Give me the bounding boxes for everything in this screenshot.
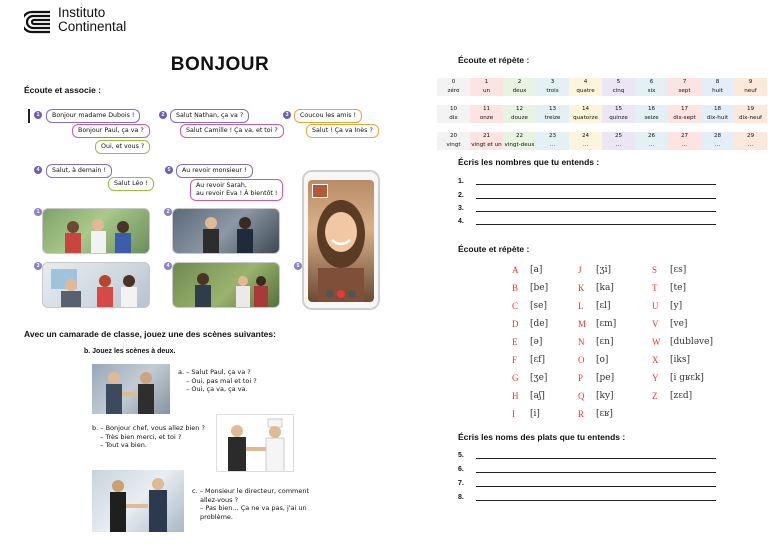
- number-digit-cell: 18: [701, 105, 734, 115]
- alphabet-letter: S: [652, 265, 658, 275]
- answer-number-label: 2.: [458, 192, 464, 199]
- number-word-cell: neuf: [734, 87, 767, 96]
- alphabet-phonetic: [ky]: [596, 391, 614, 401]
- number-word-cell: ...: [635, 141, 668, 150]
- alphabet-phonetic: [de]: [530, 319, 549, 329]
- divider-mark: [28, 109, 30, 123]
- number-word-cell: quinze: [602, 114, 635, 123]
- speech-bubble: Salut ! Ça va Inès ?: [306, 124, 379, 138]
- number-digit-cell: 20: [437, 132, 470, 142]
- number-word-cell: dix-huit: [701, 114, 734, 123]
- alphabet-letter: C: [512, 301, 519, 311]
- speech-bubble: Oui, et vous ?: [95, 140, 150, 154]
- section-ecoute-repete-alphabet: Écoute et répète :: [458, 244, 530, 254]
- alphabet-letter: M: [578, 319, 587, 329]
- number-digit-cell: 28: [701, 132, 734, 142]
- alphabet-letter: R: [578, 409, 585, 419]
- photo-handshake-street: [92, 364, 170, 414]
- number-word-cell: zéro: [437, 87, 470, 96]
- number-digit-cell: 3: [536, 78, 569, 88]
- number-word-cell: cinq: [602, 87, 635, 96]
- alphabet-phonetic: [y]: [670, 301, 683, 311]
- speech-bubble: Coucou les amis !: [294, 109, 362, 123]
- numbers-table-10-19: [437, 104, 767, 123]
- alphabet-letter: G: [512, 373, 519, 383]
- alphabet-phonetic: [ɛʁ]: [596, 409, 613, 419]
- alphabet-phonetic: [ka]: [596, 283, 614, 293]
- number-digit-cell: 29: [734, 132, 767, 142]
- alphabet-letter: O: [578, 355, 585, 365]
- photo-street-farewell: [172, 262, 280, 308]
- answer-number-label: 5.: [458, 452, 464, 459]
- number-word-cell: ...: [734, 141, 767, 150]
- section-jouez-scenes: Avec un camarade de classe, jouez une des scènes suivantes:: [24, 329, 276, 339]
- number-digit-cell: 14: [569, 105, 602, 115]
- numbers-table-0-9: [437, 77, 767, 96]
- number-word-cell: quatre: [569, 87, 602, 96]
- section-ecoute-repete-nombres: Écoute et répète :: [458, 55, 530, 65]
- photo-number: 5: [294, 262, 302, 270]
- alphabet-phonetic: [ɛs]: [670, 265, 687, 275]
- alphabet-letter: K: [578, 283, 585, 293]
- alphabet-phonetic: [i]: [530, 409, 540, 419]
- number-word-cell: deux: [503, 87, 536, 96]
- alphabet-phonetic: [se]: [530, 301, 547, 311]
- section-ecoute-associe: Écoute et associe :: [24, 85, 102, 95]
- number-word-cell: vingt et un: [471, 142, 502, 148]
- alphabet-phonetic: [ʒe]: [530, 373, 548, 383]
- alphabet-letter: N: [578, 337, 585, 347]
- number-digit-cell: 8: [701, 78, 734, 88]
- alphabet-letter: Q: [578, 391, 585, 401]
- number-digit-cell: 4: [569, 78, 602, 88]
- number-word-cell: ...: [536, 141, 569, 150]
- photo-number: 3: [34, 262, 42, 270]
- number-word-cell: dix-neuf: [734, 114, 767, 123]
- number-word-cell: sept: [668, 87, 701, 96]
- alphabet-phonetic: [ve]: [670, 319, 688, 329]
- number-digit-cell: 25: [602, 132, 635, 142]
- number-digit-cell: 9: [734, 78, 767, 88]
- answer-line[interactable]: [476, 192, 716, 199]
- number-word-cell: douze: [503, 114, 536, 123]
- alphabet-letter: A: [512, 265, 519, 275]
- answer-line[interactable]: [476, 218, 716, 225]
- speech-bubble: Au revoir Sarah, au revoir Eva ! À bientôt !: [190, 179, 283, 201]
- answer-number-label: 1.: [458, 178, 464, 185]
- number-word-cell: six: [635, 87, 668, 96]
- page-title: BONJOUR: [170, 54, 270, 75]
- alphabet-letter: P: [578, 373, 584, 383]
- speech-bubble: Salut Léo !: [108, 177, 154, 191]
- bubble-number: 1: [34, 111, 42, 119]
- answer-number-label: 4.: [458, 218, 464, 225]
- photo-students-park: [42, 208, 150, 254]
- number-digit-cell: 10: [437, 105, 470, 115]
- self-view-thumbnail: [312, 184, 328, 198]
- speech-bubble: Salut, à demain !: [46, 164, 112, 178]
- number-digit-cell: 24: [569, 132, 602, 142]
- numbers-table-20-29: [437, 131, 767, 150]
- alphabet-letter: V: [652, 319, 659, 329]
- alphabet-phonetic: [aʃ]: [530, 391, 545, 401]
- number-word-cell: un: [470, 87, 503, 96]
- alphabet-letter: B: [512, 283, 519, 293]
- speech-bubble: Bonjour Paul, ça va ?: [72, 124, 150, 138]
- answer-number-label: 6.: [458, 466, 464, 473]
- speech-bubble: Salut Camille ! Ça va, et toi ?: [180, 124, 284, 138]
- alphabet-phonetic: [ə]: [530, 337, 543, 347]
- number-digit-cell: 12: [503, 105, 536, 115]
- answer-line[interactable]: [476, 452, 716, 459]
- alphabet-phonetic: [ɛn]: [596, 337, 614, 347]
- alphabet-letter: Z: [652, 391, 658, 401]
- answer-number-label: 7.: [458, 480, 464, 487]
- bubble-number: 4: [34, 166, 42, 174]
- speech-bubble: Salut Nathan, ça va ?: [170, 109, 249, 123]
- answer-line[interactable]: [476, 494, 716, 501]
- number-word-cell: ...: [701, 141, 734, 150]
- number-digit-cell: 0: [437, 78, 470, 88]
- answer-line[interactable]: [476, 466, 716, 473]
- number-digit-cell: 1: [470, 78, 503, 88]
- number-digit-cell: 13: [536, 105, 569, 115]
- answer-line[interactable]: [476, 178, 716, 185]
- photo-office-directors: [92, 470, 184, 532]
- number-digit-cell: 11: [470, 105, 503, 115]
- alphabet-letter: Y: [652, 373, 659, 383]
- number-word-cell: quatorze: [569, 114, 602, 123]
- number-digit-cell: 26: [635, 132, 668, 142]
- number-digit-cell: 27: [668, 132, 701, 142]
- scene-b-dialogue: b. – Bonjour chef, vous allez bien ? – Très bien merci, et toi ? – Tout va bien.: [92, 424, 205, 449]
- alphabet-letter: H: [512, 391, 519, 401]
- number-word-cell: vingt-deux: [504, 142, 535, 148]
- alphabet-letter: L: [578, 301, 584, 311]
- alphabet-phonetic: [dubləve]: [670, 337, 713, 347]
- alphabet-letter: F: [512, 355, 518, 365]
- answer-line[interactable]: [476, 480, 716, 487]
- alphabet-phonetic: [zɛd]: [670, 391, 693, 401]
- brand-name: Instituto Continental: [58, 5, 127, 34]
- number-digit-cell: 15: [602, 105, 635, 115]
- number-digit-cell: 22: [503, 132, 536, 142]
- number-word-cell: onze: [470, 114, 503, 123]
- alphabet-letter: E: [512, 337, 518, 347]
- institute-logo-icon: [24, 10, 52, 34]
- number-word-cell: huit: [701, 87, 734, 96]
- alphabet-letter: T: [652, 283, 658, 293]
- number-word-cell: ...: [668, 141, 701, 150]
- alphabet-phonetic: [i gʁɛk]: [670, 373, 704, 383]
- speech-bubble: Bonjour madame Dubois !: [46, 109, 140, 123]
- photo-office-meeting: [42, 262, 150, 308]
- section-ecris-plats: Écris les noms des plats que tu entends :: [458, 432, 626, 442]
- number-word-cell: ...: [569, 141, 602, 150]
- scene-a-dialogue: a. – Salut Paul, ça va ? – Oui, pas mal et toi ? – Oui, ça va, ça va.: [178, 368, 257, 393]
- alphabet-letter: W: [652, 337, 661, 347]
- alphabet-phonetic: [ɛf]: [530, 355, 546, 365]
- mute-icon: [326, 290, 334, 298]
- answer-number-label: 8.: [458, 494, 464, 501]
- number-word-cell: seize: [635, 114, 668, 123]
- number-digit-cell: 2: [503, 78, 536, 88]
- photo-chef-handshake: [216, 414, 294, 472]
- video-call-screen: [308, 180, 374, 302]
- alphabet-letter: U: [652, 301, 659, 311]
- number-word-cell: dix: [437, 114, 470, 123]
- number-digit-cell: 7: [668, 78, 701, 88]
- camera-icon: [348, 290, 356, 298]
- bubble-number: 5: [165, 166, 173, 174]
- number-word-cell: treize: [536, 114, 569, 123]
- smartphone-video-call: [302, 170, 380, 310]
- number-digit-cell: 19: [734, 105, 767, 115]
- alphabet-phonetic: [ʒi]: [596, 265, 611, 275]
- photo-number: 1: [34, 208, 42, 216]
- number-word-cell: dix-sept: [668, 114, 701, 123]
- number-digit-cell: 17: [668, 105, 701, 115]
- alphabet-letter: J: [578, 265, 582, 275]
- photo-school-corridor: [172, 208, 280, 254]
- number-word-cell: ...: [602, 141, 635, 150]
- alphabet-phonetic: [te]: [670, 283, 686, 293]
- number-digit-cell: 23: [536, 132, 569, 142]
- number-digit-cell: 6: [635, 78, 668, 88]
- bubble-number: 3: [283, 111, 291, 119]
- alphabet-phonetic: [a]: [530, 265, 543, 275]
- bubble-number: 2: [159, 111, 167, 119]
- answer-number-label: 3.: [458, 205, 464, 212]
- scene-c-dialogue: c. – Monsieur le directeur, comment allez-vous ? – Pas bien... Ça ne va pas, j'ai un problème.: [192, 487, 310, 521]
- alphabet-phonetic: [ɛm]: [596, 319, 617, 329]
- number-digit-cell: 16: [635, 105, 668, 115]
- number-word-cell: vingt: [437, 141, 470, 150]
- photo-number: 2: [164, 208, 172, 216]
- alphabet-phonetic: [pe]: [596, 373, 615, 383]
- hang-up-icon: [337, 290, 345, 298]
- alphabet-letter: I: [512, 409, 515, 419]
- alphabet-phonetic: [iks]: [670, 355, 690, 365]
- speech-bubble: Au revoir monsieur !: [176, 164, 253, 178]
- alphabet-letter: D: [512, 319, 519, 329]
- alphabet-phonetic: [o]: [596, 355, 609, 365]
- alphabet-phonetic: [ɛl]: [596, 301, 611, 311]
- answer-line[interactable]: [476, 205, 716, 212]
- alphabet-phonetic: [be]: [530, 283, 549, 293]
- photo-number: 4: [164, 262, 172, 270]
- section-ecris-nombres: Écris les nombres que tu entends :: [458, 157, 600, 167]
- number-word-cell: trois: [536, 87, 569, 96]
- alphabet-letter: X: [652, 355, 659, 365]
- number-digit-cell: 5: [602, 78, 635, 88]
- number-digit-cell: 21: [470, 132, 503, 142]
- jouez-instruction: b. Jouez les scènes à deux.: [84, 348, 176, 355]
